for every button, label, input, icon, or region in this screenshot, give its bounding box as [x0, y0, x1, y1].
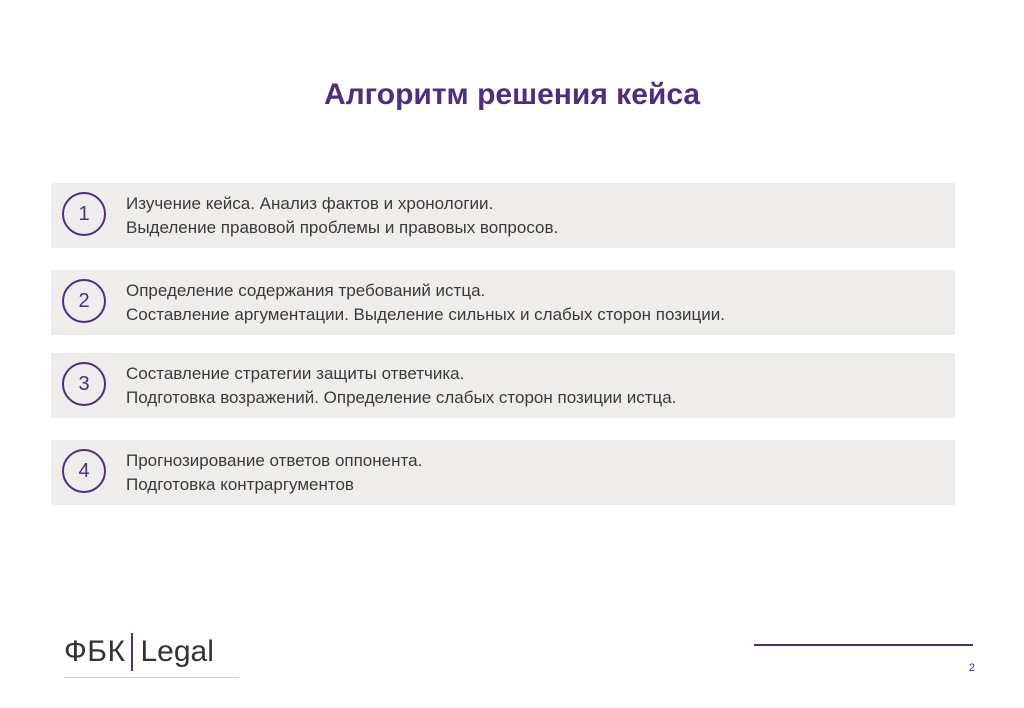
step-line: Составление стратегии защиты ответчика. — [126, 364, 465, 383]
step-2 — [51, 270, 955, 335]
logo-underline — [64, 677, 239, 678]
slide-title: Алгоритм решения кейса — [323, 78, 701, 111]
step-number-badge: 4 — [62, 449, 106, 493]
step-line: Выделение правовой проблемы и правовых вопросов. — [126, 218, 559, 237]
step-line: Определение содержания требований истца. — [126, 281, 486, 300]
step-4 — [51, 440, 955, 505]
step-number-badge: 3 — [62, 362, 106, 406]
step-text — [126, 192, 945, 240]
logo-sub: Legal — [140, 635, 214, 668]
step-line: Подготовка возражений. Определение слабых сторон позиции истца. — [126, 388, 677, 407]
step-line: Составление аргументации. Выделение сильных и слабых сторон позиции. — [126, 305, 725, 324]
step-line: Изучение кейса. Анализ фактов и хронологии. — [126, 194, 494, 213]
step-text — [126, 362, 945, 410]
logo-brand: ФБК — [64, 635, 126, 668]
step-line: Прогнозирование ответов оппонента. — [126, 451, 423, 470]
step-number-badge: 2 — [62, 279, 106, 323]
step-1 — [51, 183, 955, 248]
page-number: 2 — [968, 662, 975, 674]
footer-rule — [754, 644, 973, 646]
step-text — [126, 279, 945, 327]
company-logo — [64, 631, 214, 673]
step-3 — [51, 353, 955, 418]
step-line: Подготовка контраргументов — [126, 475, 354, 494]
step-text — [126, 449, 945, 497]
step-number-badge: 1 — [62, 192, 106, 236]
logo-divider — [131, 633, 133, 671]
